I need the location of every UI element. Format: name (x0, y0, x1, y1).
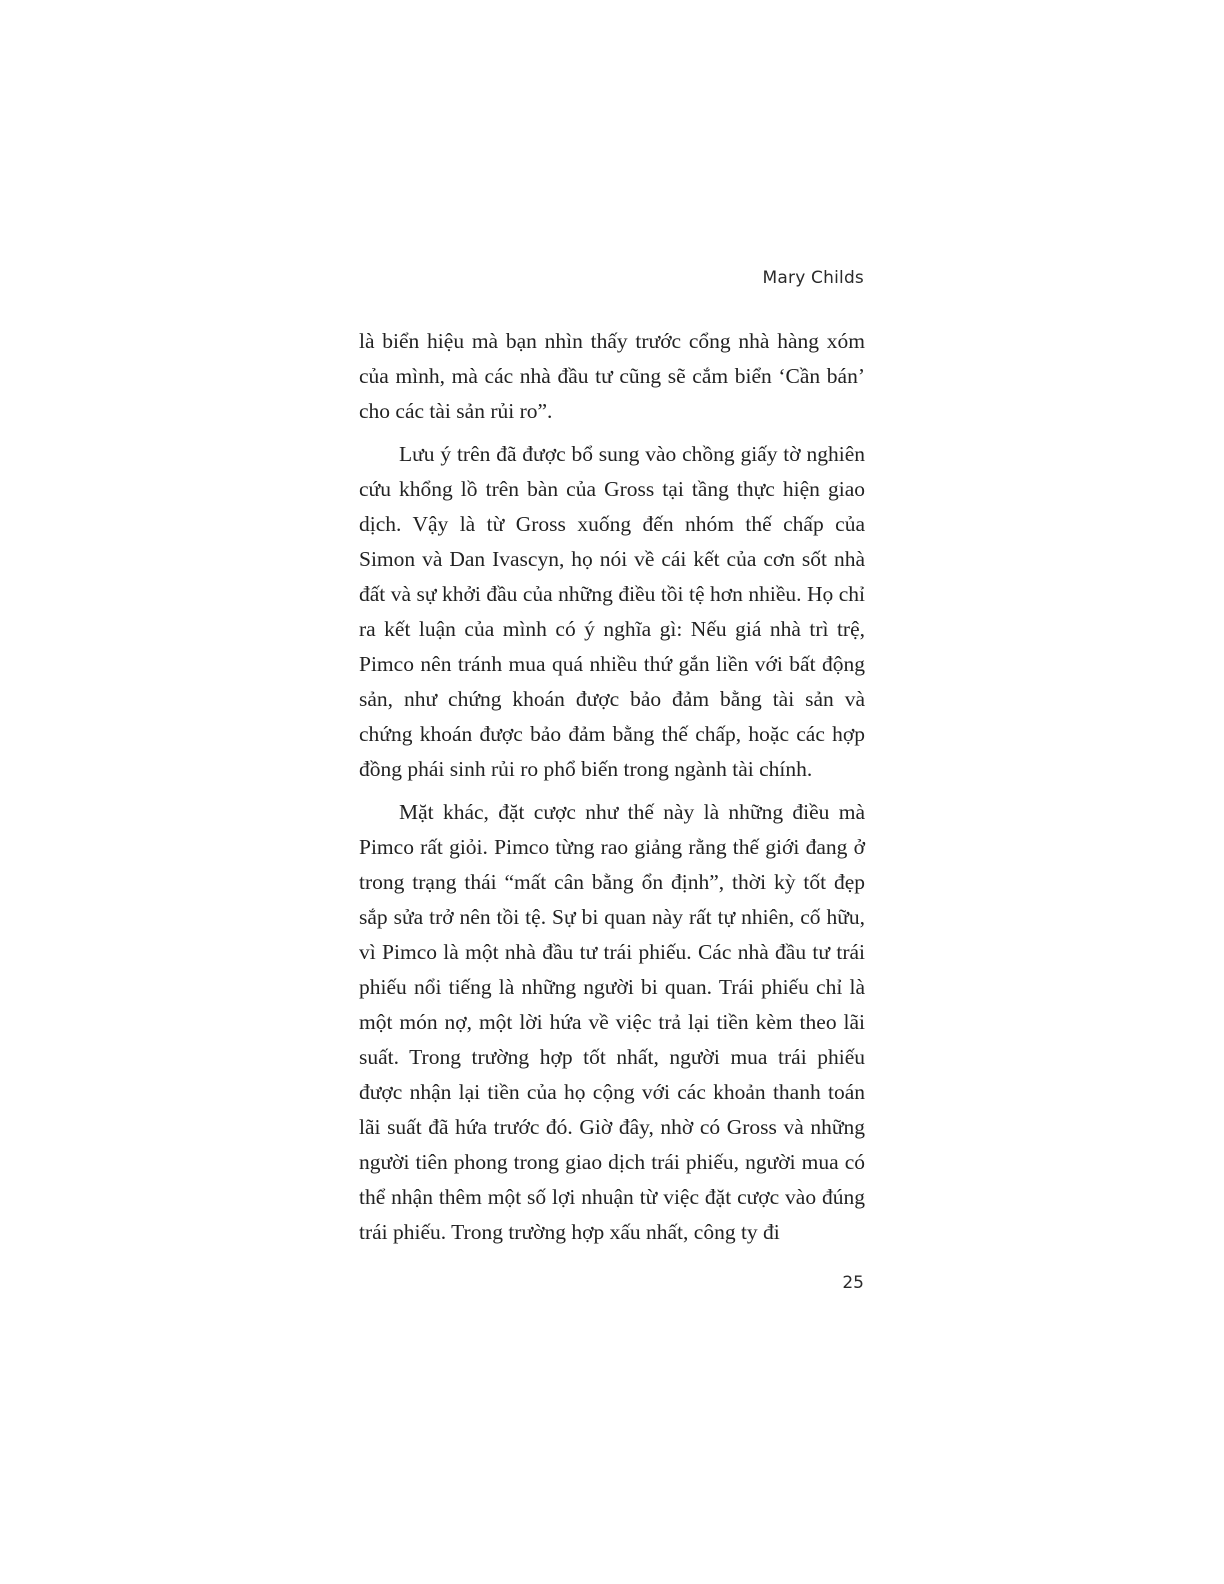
body-text (359, 324, 865, 1250)
paragraph: Mặt khác, đặt cược như thế này là những điều mà Pimco rất giỏi. Pimco từng rao giảng rằng thế giới đang ở trong trạng thái “mất cân bằng ổn định”, thời kỳ tốt đẹp sắp sửa trở nên tồi tệ. Sự bi quan này rất tự nhiên, cố hữu, vì Pimco là một nhà đầu tư trái phiếu. Các nhà đầu tư trái phiếu nổi tiếng là những người bi quan. Trái phiếu chỉ là một món nợ, một lời hứa về việc trả lại tiền kèm theo lãi suất. Trong trường hợp tốt nhất, người mua trái phiếu được nhận lại tiền của họ cộng với các khoản thanh toán lãi suất đã hứa trước đó. Giờ đây, nhờ có Gross và những người tiên phong trong giao dịch trái phiếu, người mua có thể nhận thêm một số lợi nhuận từ việc đặt cược vào đúng trái phiếu. Trong trường hợp xấu nhất, công ty đi (359, 800, 865, 1244)
running-header: Mary Childs (762, 268, 864, 288)
paragraph: Lưu ý trên đã được bổ sung vào chồng giấy tờ nghiên cứu khổng lồ trên bàn của Gross tại tầng thực hiện giao dịch. Vậy là từ Gross xuống đến nhóm thế chấp của Simon và Dan Ivascyn, họ nói về cái kết của cơn sốt nhà đất và sự khởi đầu của những điều tồi tệ hơn nhiều. Họ chỉ ra kết luận của mình có ý nghĩa gì: Nếu giá nhà trì trệ, Pimco nên tránh mua quá nhiều thứ gắn liền với bất động sản, như chứng khoán được bảo đảm bằng tài sản và chứng khoán được bảo đảm bằng thế chấp, hoặc các hợp đồng phái sinh rủi ro phổ biến trong ngành tài chính. (359, 442, 865, 781)
paragraph-continued: là biển hiệu mà bạn nhìn thấy trước cổng nhà hàng xóm của mình, mà các nhà đầu tư cũng sẽ cắm biển ‘Cần bán’ cho các tài sản rủi ro”. (359, 329, 865, 423)
page-number: 25 (842, 1273, 864, 1293)
